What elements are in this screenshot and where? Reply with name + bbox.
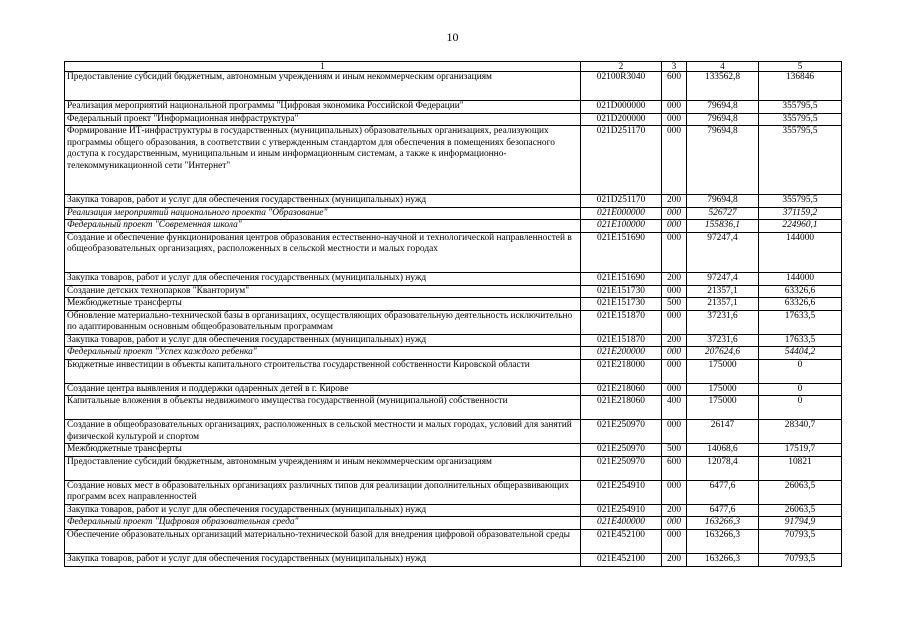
row-name-cell: Предоставление субсидий бюджетным, автономным учреждениям и иным некоммерческим организациям [65,72,581,101]
row-code-cell: 021E151690 [581,232,662,272]
row-code-cell: 021E250970 [581,456,662,480]
row-value-2021-cell: 144000 [759,272,842,285]
row-name-cell: Федеральный проект "Современная школа" [65,220,581,233]
row-type-cell: 000 [662,310,687,334]
table-row [65,220,842,233]
row-name-cell: Федеральный проект "Успех каждого ребенка" [65,347,581,360]
budget-table [64,61,842,567]
row-type-cell: 000 [662,232,687,272]
row-code-cell: 021E151730 [581,298,662,311]
row-value-2021-cell: 70793,5 [759,553,842,566]
header-cell: 1 [65,62,581,72]
row-value-2021-cell: 144000 [759,232,842,272]
table-row [65,529,842,553]
row-type-cell: 400 [662,396,687,420]
row-value-2020-cell: 6477,6 [687,504,759,517]
row-value-2020-cell: 175000 [687,359,759,383]
table-row [65,359,842,383]
row-value-2021-cell: 224960,1 [759,220,842,233]
row-type-cell: 000 [662,126,687,195]
row-type-cell: 200 [662,334,687,347]
row-type-cell: 000 [662,420,687,444]
row-value-2020-cell: 163266,3 [687,553,759,566]
row-name-cell: Федеральный проект "Цифровая образовательная среда" [65,517,581,530]
row-code-cell: 021E250970 [581,420,662,444]
row-type-cell: 000 [662,113,687,126]
row-type-cell: 600 [662,72,687,101]
row-name-cell: Закупка товаров, работ и услуг для обеспечения государственных (муниципальных) нужд [65,504,581,517]
page-number: 10 [446,30,459,44]
row-code-cell: 021E200000 [581,347,662,360]
header-cell: 4 [687,62,759,72]
row-value-2021-cell: 10821 [759,456,842,480]
row-code-cell: 021D000000 [581,101,662,114]
row-code-cell: 021E254910 [581,504,662,517]
row-value-2021-cell: 63326,6 [759,285,842,298]
row-name-cell: Создание центра выявления и поддержки одаренных детей в г. Кирове [65,383,581,396]
table-row [65,383,842,396]
header-cell: 2 [581,62,662,72]
row-type-cell: 200 [662,504,687,517]
table-row [65,480,842,504]
table-row [65,272,842,285]
row-code-cell: 021E452100 [581,553,662,566]
table-row [65,553,842,566]
row-code-cell: 021E151870 [581,310,662,334]
row-code-cell: 021E218060 [581,383,662,396]
row-code-cell: 021D251170 [581,195,662,208]
row-name-cell: Капитальные вложения в объекты недвижимого имущества государственной (муниципальной) собственности [65,396,581,420]
row-value-2021-cell: 17633,5 [759,334,842,347]
table-row [65,195,842,208]
row-value-2021-cell: 17519,7 [759,444,842,457]
row-value-2021-cell: 63326,6 [759,298,842,311]
row-code-cell: 021E000000 [581,207,662,220]
row-name-cell: Предоставление субсидий бюджетным, автономным учреждениям и иным некоммерческим организациям [65,456,581,480]
table-row [65,347,842,360]
row-value-2021-cell: 0 [759,396,842,420]
row-code-cell: 021E100000 [581,220,662,233]
row-code-cell: 021E218060 [581,396,662,420]
row-name-cell: Реализация мероприятий национальной программы "Цифровая экономика Российской Федерации" [65,101,581,114]
row-name-cell: Формирование ИТ-инфраструктуры в государственных (муниципальных) образовательных организациях, реализующих программы общего образования, в соответствии с утвержденным стандартом для обеспечения в помещениях безопасного доступа к государственным, муниципальным и иным информационным системам, а также к информационно-телекоммуникационной сети "Интернет" [65,126,581,195]
row-value-2020-cell: 21357,1 [687,298,759,311]
row-name-cell: Обновление материально-технической базы в организациях, осуществляющих образовательную деятельность исключительно по адаптированным основным общеобразовательным программам [65,310,581,334]
row-value-2020-cell: 79694,8 [687,195,759,208]
table-row [65,310,842,334]
table-row [65,126,842,195]
row-code-cell: 021E151730 [581,285,662,298]
table-header-row [65,62,842,72]
row-code-cell: 021E151690 [581,272,662,285]
row-value-2020-cell: 526727 [687,207,759,220]
row-value-2020-cell: 6477,6 [687,480,759,504]
row-value-2021-cell: 0 [759,383,842,396]
table-row [65,396,842,420]
row-type-cell: 000 [662,383,687,396]
row-value-2020-cell: 175000 [687,396,759,420]
row-value-2021-cell: 355795,5 [759,195,842,208]
row-name-cell: Реализация мероприятий национального проекта "Образование" [65,207,581,220]
row-value-2020-cell: 21357,1 [687,285,759,298]
row-name-cell: Создание в общеобразовательных организациях, расположенных в сельской местности и малых городах, условий для занятий физической культурой и спортом [65,420,581,444]
row-name-cell: Закупка товаров, работ и услуг для обеспечения государственных (муниципальных) нужд [65,553,581,566]
row-type-cell: 200 [662,195,687,208]
row-code-cell: 021D251170 [581,126,662,195]
table-row [65,504,842,517]
row-value-2020-cell: 207624,6 [687,347,759,360]
header-cell: 5 [759,62,842,72]
row-type-cell: 000 [662,480,687,504]
table-row [65,101,842,114]
row-value-2021-cell: 0 [759,359,842,383]
row-name-cell: Закупка товаров, работ и услуг для обеспечения государственных (муниципальных) нужд [65,334,581,347]
row-type-cell: 000 [662,207,687,220]
row-value-2020-cell: 163266,3 [687,517,759,530]
row-value-2021-cell: 17633,5 [759,310,842,334]
row-value-2020-cell: 14068,6 [687,444,759,457]
row-value-2021-cell: 70793,5 [759,529,842,553]
row-value-2020-cell: 155836,1 [687,220,759,233]
row-value-2020-cell: 163266,3 [687,529,759,553]
row-value-2021-cell: 371159,2 [759,207,842,220]
table-row [65,113,842,126]
row-name-cell: Бюджетные инвестиции в объекты капитального строительства государственной собственности Кировской области [65,359,581,383]
row-name-cell: Обеспечение образовательных организаций материально-технической базой для внедрения цифровой образовательной среды [65,529,581,553]
row-value-2020-cell: 133562,8 [687,72,759,101]
row-name-cell: Создание и обеспечение функционирования центров образования естественно-научной и технологической направленностей в общеобразовательных организациях, расположенных в сельской местности и малых городах [65,232,581,272]
row-value-2021-cell: 136846 [759,72,842,101]
table-row [65,420,842,444]
row-value-2021-cell: 26063,5 [759,480,842,504]
header-cell: 3 [662,62,687,72]
table-row [65,298,842,311]
row-code-cell: 021E400000 [581,517,662,530]
row-value-2020-cell: 79694,8 [687,101,759,114]
table-row [65,72,842,101]
row-value-2021-cell: 26063,5 [759,504,842,517]
row-type-cell: 000 [662,517,687,530]
table-row [65,207,842,220]
row-type-cell: 000 [662,285,687,298]
row-value-2020-cell: 79694,8 [687,113,759,126]
table-row [65,444,842,457]
row-value-2020-cell: 12078,4 [687,456,759,480]
row-value-2020-cell: 97247,4 [687,232,759,272]
row-type-cell: 600 [662,456,687,480]
row-type-cell: 000 [662,529,687,553]
row-value-2021-cell: 54404,2 [759,347,842,360]
row-name-cell: Создание детских технопарков "Кванториум" [65,285,581,298]
row-value-2021-cell: 28340,7 [759,420,842,444]
row-code-cell: 02100R3040 [581,72,662,101]
row-type-cell: 000 [662,220,687,233]
table-row [65,285,842,298]
row-code-cell: 021E218000 [581,359,662,383]
row-name-cell: Межбюджетные трансферты [65,298,581,311]
table-row [65,232,842,272]
table-row [65,456,842,480]
row-type-cell: 000 [662,101,687,114]
row-type-cell: 000 [662,347,687,360]
row-value-2020-cell: 26147 [687,420,759,444]
row-value-2020-cell: 79694,8 [687,126,759,195]
row-value-2020-cell: 175000 [687,383,759,396]
row-code-cell: 021E151870 [581,334,662,347]
row-type-cell: 200 [662,553,687,566]
row-value-2021-cell: 355795,5 [759,126,842,195]
row-type-cell: 200 [662,272,687,285]
row-name-cell: Закупка товаров, работ и услуг для обеспечения государственных (муниципальных) нужд [65,195,581,208]
row-name-cell: Создание новых мест в образовательных организациях различных типов для реализации дополнительных общеразвивающих программ всех направленностей [65,480,581,504]
table-row [65,517,842,530]
row-value-2021-cell: 355795,5 [759,101,842,114]
row-value-2021-cell: 355795,5 [759,113,842,126]
row-value-2021-cell: 91794,9 [759,517,842,530]
row-code-cell: 021E250970 [581,444,662,457]
row-name-cell: Закупка товаров, работ и услуг для обеспечения государственных (муниципальных) нужд [65,272,581,285]
table-row [65,334,842,347]
row-name-cell: Федеральный проект "Информационная инфраструктура" [65,113,581,126]
row-name-cell: Межбюджетные трансферты [65,444,581,457]
row-code-cell: 021D200000 [581,113,662,126]
row-type-cell: 000 [662,359,687,383]
row-code-cell: 021E254910 [581,480,662,504]
row-code-cell: 021E452100 [581,529,662,553]
row-value-2020-cell: 97247,4 [687,272,759,285]
row-value-2020-cell: 37231,6 [687,310,759,334]
row-type-cell: 500 [662,298,687,311]
row-value-2020-cell: 37231,6 [687,334,759,347]
row-type-cell: 500 [662,444,687,457]
